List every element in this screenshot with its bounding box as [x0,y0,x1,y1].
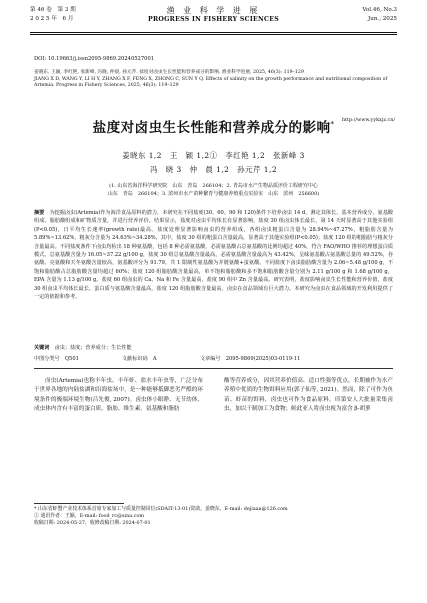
section-rule [34,368,393,369]
clc-number: 中图分类号 Q501 [34,356,79,362]
footnotes [34,506,393,527]
abstract-label: 摘要 [34,210,45,216]
abstract-text: 为挖掘卤虫(Artemia)作为海洋食品原料的潜力，本研究在不同盐度(30、60、90 和 120)条件下培养卤虫 14 d，测定其体长、基本营养成分、氨基酸组成、脂肪酸组成和矿物质含量，并进行营养评价。结果显示，盐度对卤虫平均体长有显著影响，盐度 30 组卤虫体长最长，第 14 天时显著高于其他实验组(P<0.05)，日平均生长速率(growth rate)最高。盐度处理显著影响卤虫的营养组成，各组卤虫粗蛋白含量为 28.94%~47.27%，粗脂肪含量为 5.89%~13.62%，粗灰分含量为 24.63%~34.28%，其中，盐度 30 组的粗蛋白含量最高，显著高于其他实验组(P<0.05)；盐度 120 组的粗脂肪与粗灰分含量最高。不同盐度条件下卤虫均检出 18 种氨基酸，包括 8 种必需氨基酸，必需氨基酸占总氨基酸的比例均超过 40%，符合 FAO/WHO 推荐的理想蛋白质模式。总氨基酸含量为 16.05~37.22 g/100 g，盐度 30 组总氨基酸含量最高，必需氨基酸含量最高为 43.42%，呈味氨基酸占氨基酸总量的 49.52%，谷氨酸、亮氨酸和天冬氨酸含量较高，氨基酸评分为 91.79。共 1 限制性氨基酸为并胱氨酸+蛋氨酸。不同盐度下卤虫脂肪酸含量为 2.06~5.48 g/100 g，不饱和脂肪酸占总脂肪酸含量均超过 60%；盐度 120 组脂肪酸含量最高，单不饱和脂肪酸和多不饱和脂肪酸含量分别为 2.11 g/100 g 和 1.68 g/100 g，EPA 含量为 1.13 g/100 g。盐度 60 组卤虫的 Ca、Na 和 Fe 含量最高，盐度 90 组中 Zn 含量最高。研究表明，盐度影响卤虫生长性能和营养价值，盐度 30 组卤虫平均体长最长、蛋白质与氨基酸含量最高，盐度 120 组脂肪酸含量最高，卤虫在食品领域有巨大潜力。本研究为卤虫在食品领域的开发利用提供了一定的依据和参考。 [34,210,394,301]
citation-block [34,70,395,90]
header-center [30,6,397,24]
authors-line-2: 冯 晓 3 仲 晨 1,2 孙元芹 1,2 [149,165,278,174]
volume-issue-cn: 第 46 卷 第 3 期 [30,7,76,13]
keywords-label: 关键词 [34,345,50,351]
affiliation-line-1: (1. 山东省海洋科学研究院 山东 青岛 266104；2. 青岛市水产生物品质评价工程研究中心 [109,183,318,189]
citation-en: JIANG X D, WANG Y, LI H Y, ZHANG X F, FENG X, ZHONG C, SUN Y Q. Effects of salinity on the growth performance and nutritional composition of Artemia. Progress in Fishery Sciences, 2025, 46(3): 119–129 [34,76,388,89]
document-code: 文献标识码 A [122,356,157,362]
title-text: 盐度对卤虫生长性能和营养成分的影响 [92,120,331,136]
body-paragraph: 酸等营养成分，因其营养价值高、适口性强等优点，长期被作为水产养殖中优质的生物饵料应用(郭子仙等, 2021)。然而，除了可作为鱼苗、虾苗的饵料，卤虫也可作为食品原料。印第安人大批量采集卤虫，加以干制加工为食物；鲑此亚人将卤虫视为富含 β-胡萝 [224,378,393,412]
abstract [34,209,393,301]
article-title [0,116,427,136]
header-right [362,6,397,23]
body-column-right [224,377,393,414]
citation-cn: 姜晓东, 王颖, 李红艳, 张新峰, 冯晓, 仲晨, 孙元芹. 盐度对卤虫生长性能和营养成分的影响. 渔业科学进展, 2025, 46(3): 119–129 [34,70,304,75]
title-footnote-mark: * [330,120,335,129]
journal-url[interactable]: http://www.yykxjz.cn/ [341,117,395,123]
footnote-corresponding: ① 通讯作者：王颖，E-mail: food_rc@sina.com [34,513,145,520]
body-paragraph: 卤虫(Artemia)也称丰年虫、丰年虾、盐水丰年虫等，广泛分布于世界各地的内陆盐湖和沿海盐场中，是一种能够抵御恶劣严酷的环境条件的极端环境生物(吕先俊, 2007)。卤虫体小眼睁、无节幼体、成虫体内含有丰富的蛋白质、脂肪、维生素、氨基酸和脂肪 [34,378,203,412]
article-number: 文章编号 2095-9869(2025)03-0119-11 [200,356,301,362]
body-column-left [34,377,203,414]
journal-header [30,6,397,32]
doi[interactable]: DOI: 10.19663/j.issn2095-9869.20240527001 [34,56,155,62]
footnote-rule [34,503,124,504]
header-rule-thin [30,34,397,35]
footnote-fund: * 山东省虾蟹产业技术体系首席专家加工与质量控制岗位(SDAIT-13-01)资助。姜晓东，E-mail: dejiaaa@126.com [34,506,288,512]
journal-name-en: PROGRESS IN FISHERY SCIENCES [148,16,279,23]
keywords-text: 卤虫；盐度；营养成分；生长性能 [54,345,132,351]
keywords [34,344,132,351]
header-rule [30,32,397,33]
date-en: Jun., 2025 [367,15,397,22]
authors-line-1: 姜晓东 1,2 王 颖 1,2① 李红艳 1,2 张新峰 3 [122,151,305,160]
affiliation-line-2: 山东 青岛 266104；3. 滨州市水产苗种繁育与健康养殖重点实验室 山东 滨州 256600) [107,191,320,197]
date-cn: 2 0 2 5 年 6 月 [30,15,74,22]
footnote-dates: 收稿日期: 2024-05-27，收修改稿日期: 2024-07-01 [34,520,151,527]
journal-name-cn: 渔 业 科 学 进 展 [166,6,261,15]
volume-issue-en: Vol.46, No.3 [362,7,397,13]
